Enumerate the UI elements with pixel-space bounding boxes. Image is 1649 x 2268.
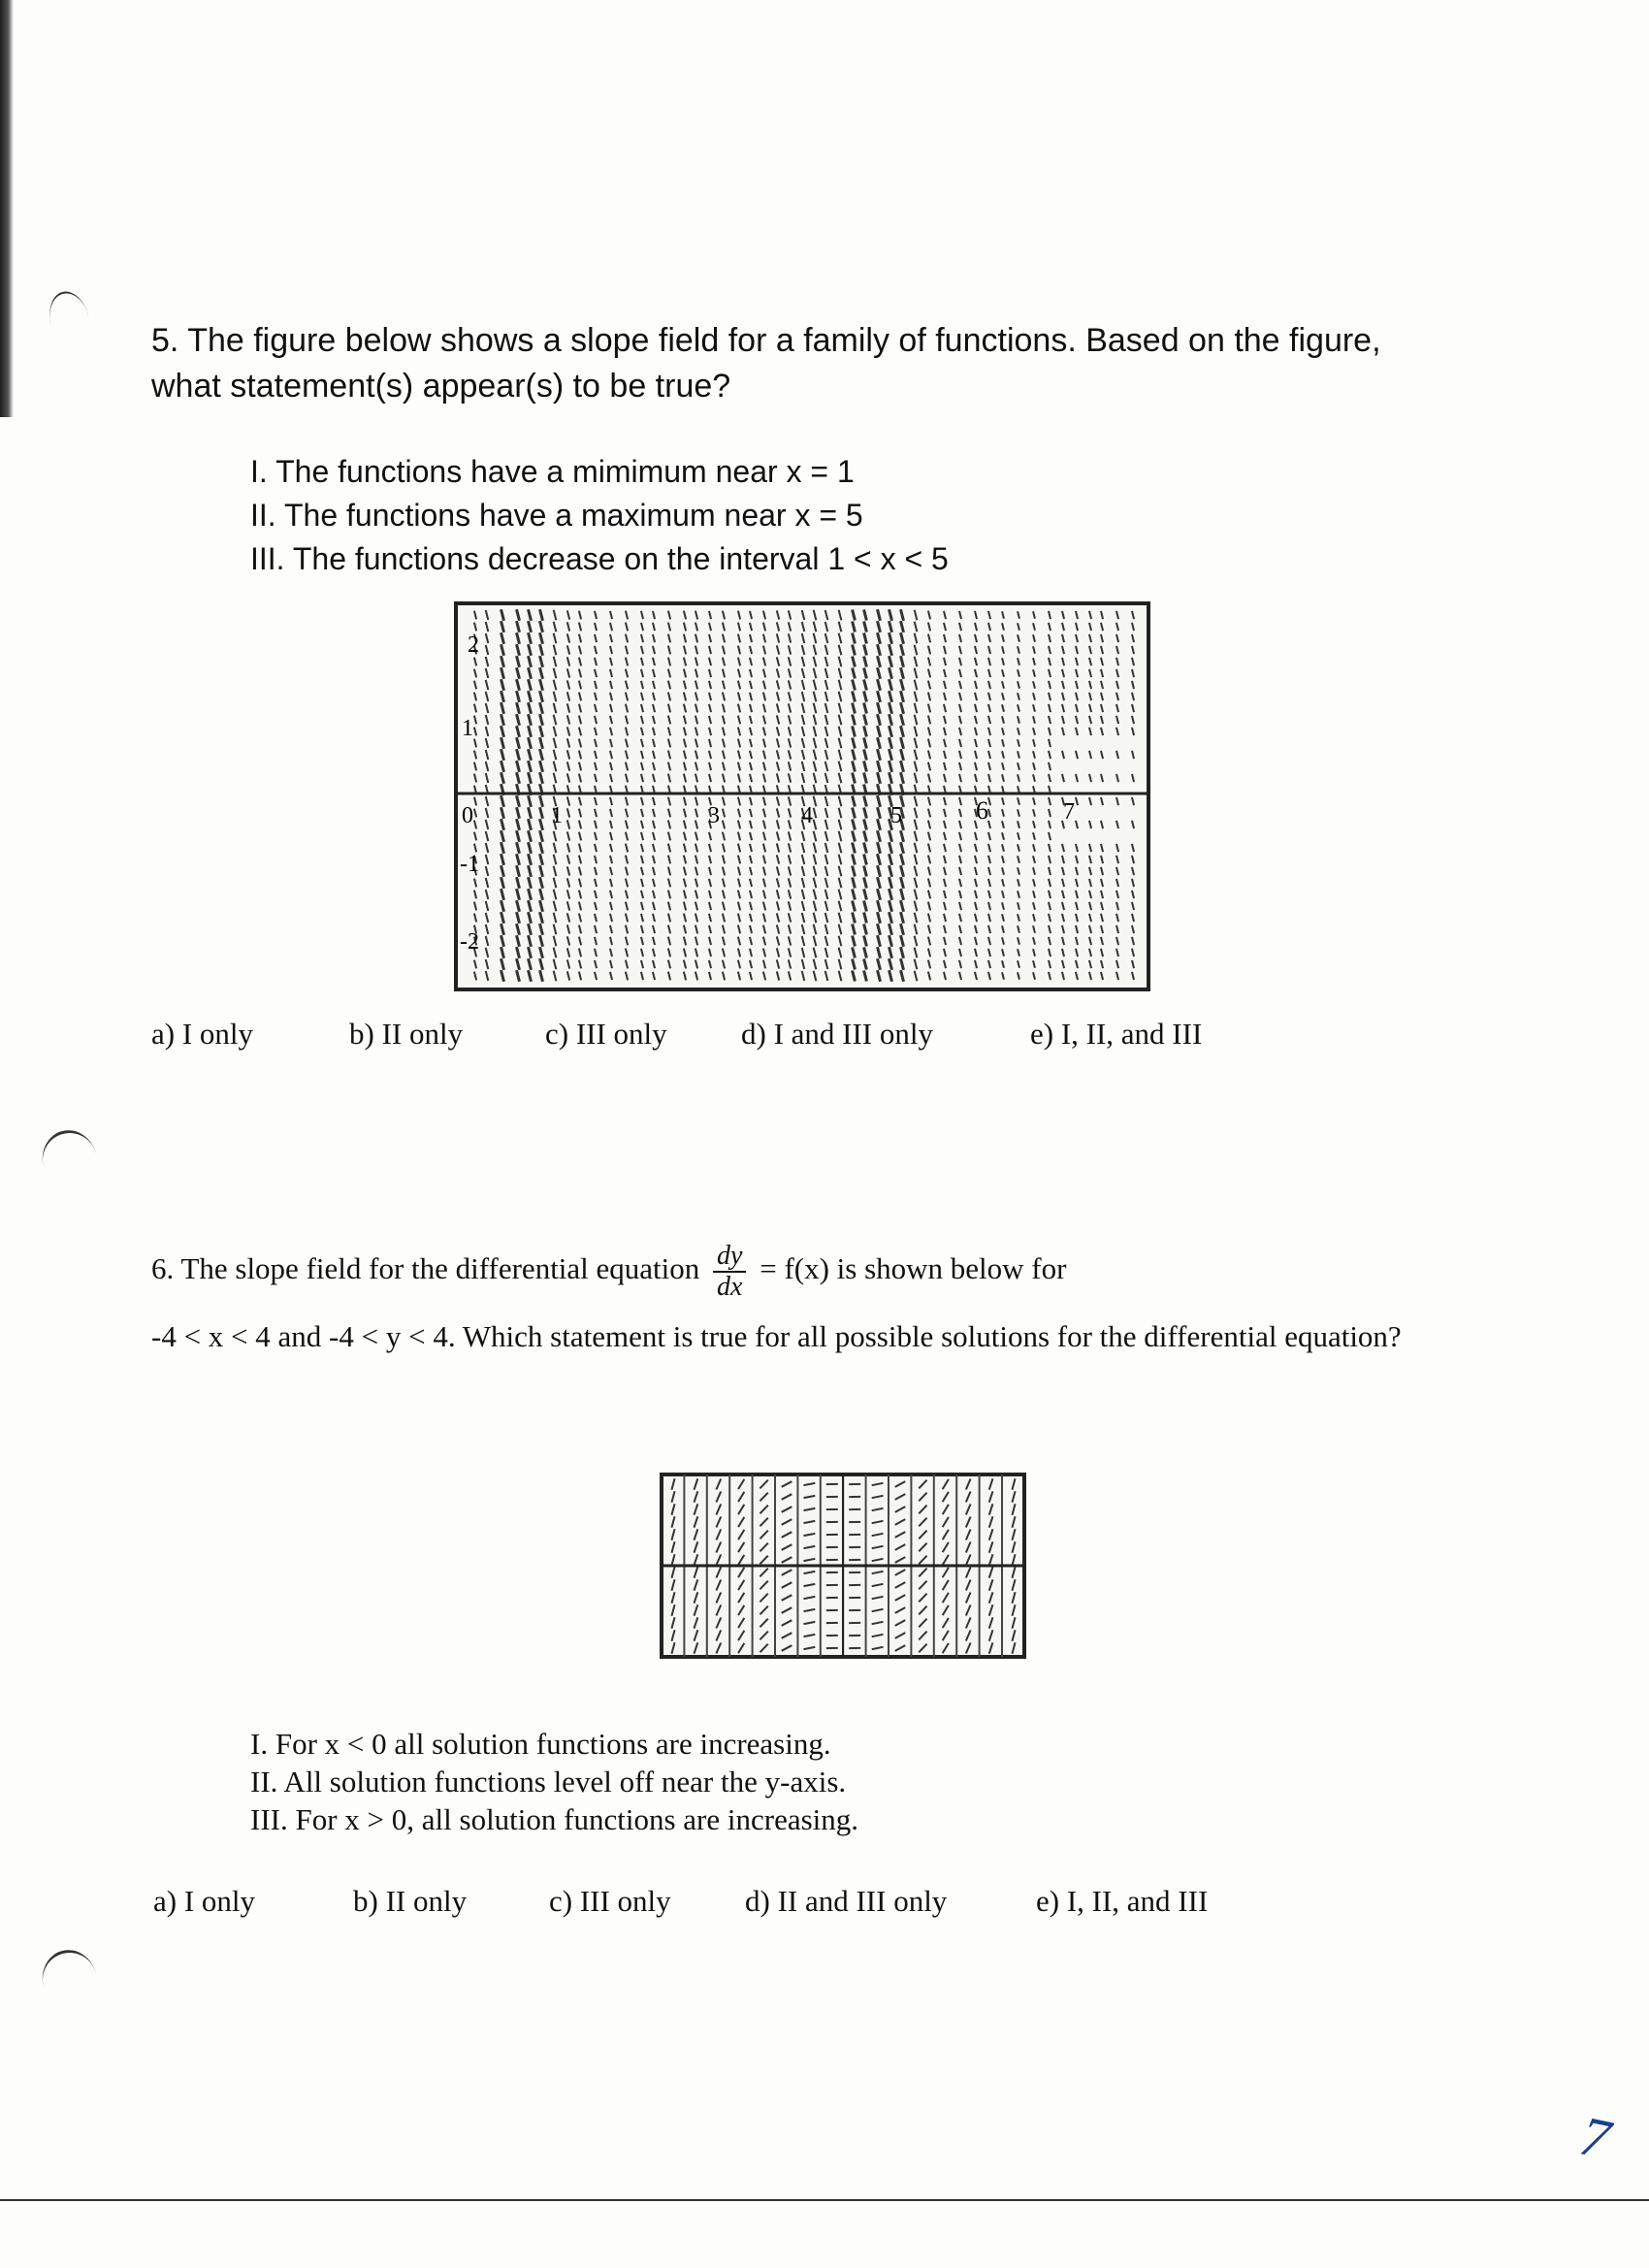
q5-label-origin: 0 <box>462 803 473 828</box>
fraction-denominator: dx <box>717 1272 743 1302</box>
dy-dx-fraction <box>713 1242 746 1302</box>
q6-choice-b[interactable]: b) II only <box>353 1884 468 1918</box>
hole-punch-mark <box>36 1944 104 2017</box>
q5-label-y2: 2 <box>468 632 479 658</box>
hole-punch-mark <box>36 1124 104 1197</box>
q5-choices <box>151 1017 1202 1052</box>
scan-shadow <box>0 0 14 417</box>
q5-label-x3: 3 <box>708 803 720 828</box>
q6-choices <box>153 1884 1208 1919</box>
q5-choice-e[interactable]: e) I, II, and III <box>1030 1017 1203 1051</box>
q5-label-x1: 1 <box>551 803 563 828</box>
q5-label-x4: 4 <box>801 803 813 828</box>
q6-choice-d[interactable]: d) II and III only <box>745 1884 948 1918</box>
q5-slope-field <box>454 601 1150 991</box>
fraction-numerator: dy <box>713 1242 746 1273</box>
q6-statement-3: III. For x > 0, all solution functions are increasing. <box>250 1802 859 1836</box>
q5-choice-a[interactable]: a) I only <box>151 1017 254 1051</box>
q6-statement-1: I. For x < 0 all solution functions are increasing. <box>250 1727 831 1761</box>
q6-choice-e[interactable]: e) I, II, and III <box>1036 1884 1209 1918</box>
q5-label-x7: 7 <box>1063 799 1075 825</box>
q6-statement-2: II. All solution functions level off near the y-axis. <box>250 1765 847 1798</box>
page-number: 7 <box>1574 2103 1616 2172</box>
q6-stem-after: = f(x) is shown below for <box>760 1251 1067 1286</box>
q5-statement-3: III. The functions decrease on the interval 1 < x < 5 <box>250 541 949 576</box>
q5-choice-c[interactable]: c) III only <box>545 1017 667 1051</box>
q5-label-y1: 1 <box>462 716 473 741</box>
q5-statement-2: II. The functions have a maximum near x = 5 <box>250 498 863 533</box>
q5-statement-1: I. The functions have a mimimum near x = 1 <box>250 454 855 489</box>
q6-stem <box>151 1242 1412 1302</box>
q6-stem-rest: -4 < x < 4 and -4 < y < 4. Which statement is true for all possible solutions for the differential equation? <box>151 1319 1402 1353</box>
q5-label-x6: 6 <box>976 796 988 825</box>
q5-label-x5: 5 <box>890 803 902 828</box>
q6-stem-before: 6. The slope field for the differential equation <box>151 1251 700 1286</box>
q6-choice-c[interactable]: c) III only <box>549 1884 671 1918</box>
q6-choice-a[interactable]: a) I only <box>153 1884 256 1918</box>
q5-choice-b[interactable]: b) II only <box>349 1017 464 1051</box>
q6-statements <box>250 1725 858 1838</box>
hole-punch-mark <box>44 287 96 355</box>
q5-label-ym2: -2 <box>460 929 479 955</box>
page-bottom-rule <box>0 2199 1649 2201</box>
q5-statements <box>250 450 949 581</box>
q6-slope-field <box>660 1473 1026 1659</box>
q5-choice-d[interactable]: d) I and III only <box>741 1017 933 1051</box>
q5-label-ym1: -1 <box>460 852 479 877</box>
q5-stem: 5. The figure below shows a slope field for a family of functions. Based on the figure, what statement(s) appear(s) to be true? <box>151 322 1381 405</box>
